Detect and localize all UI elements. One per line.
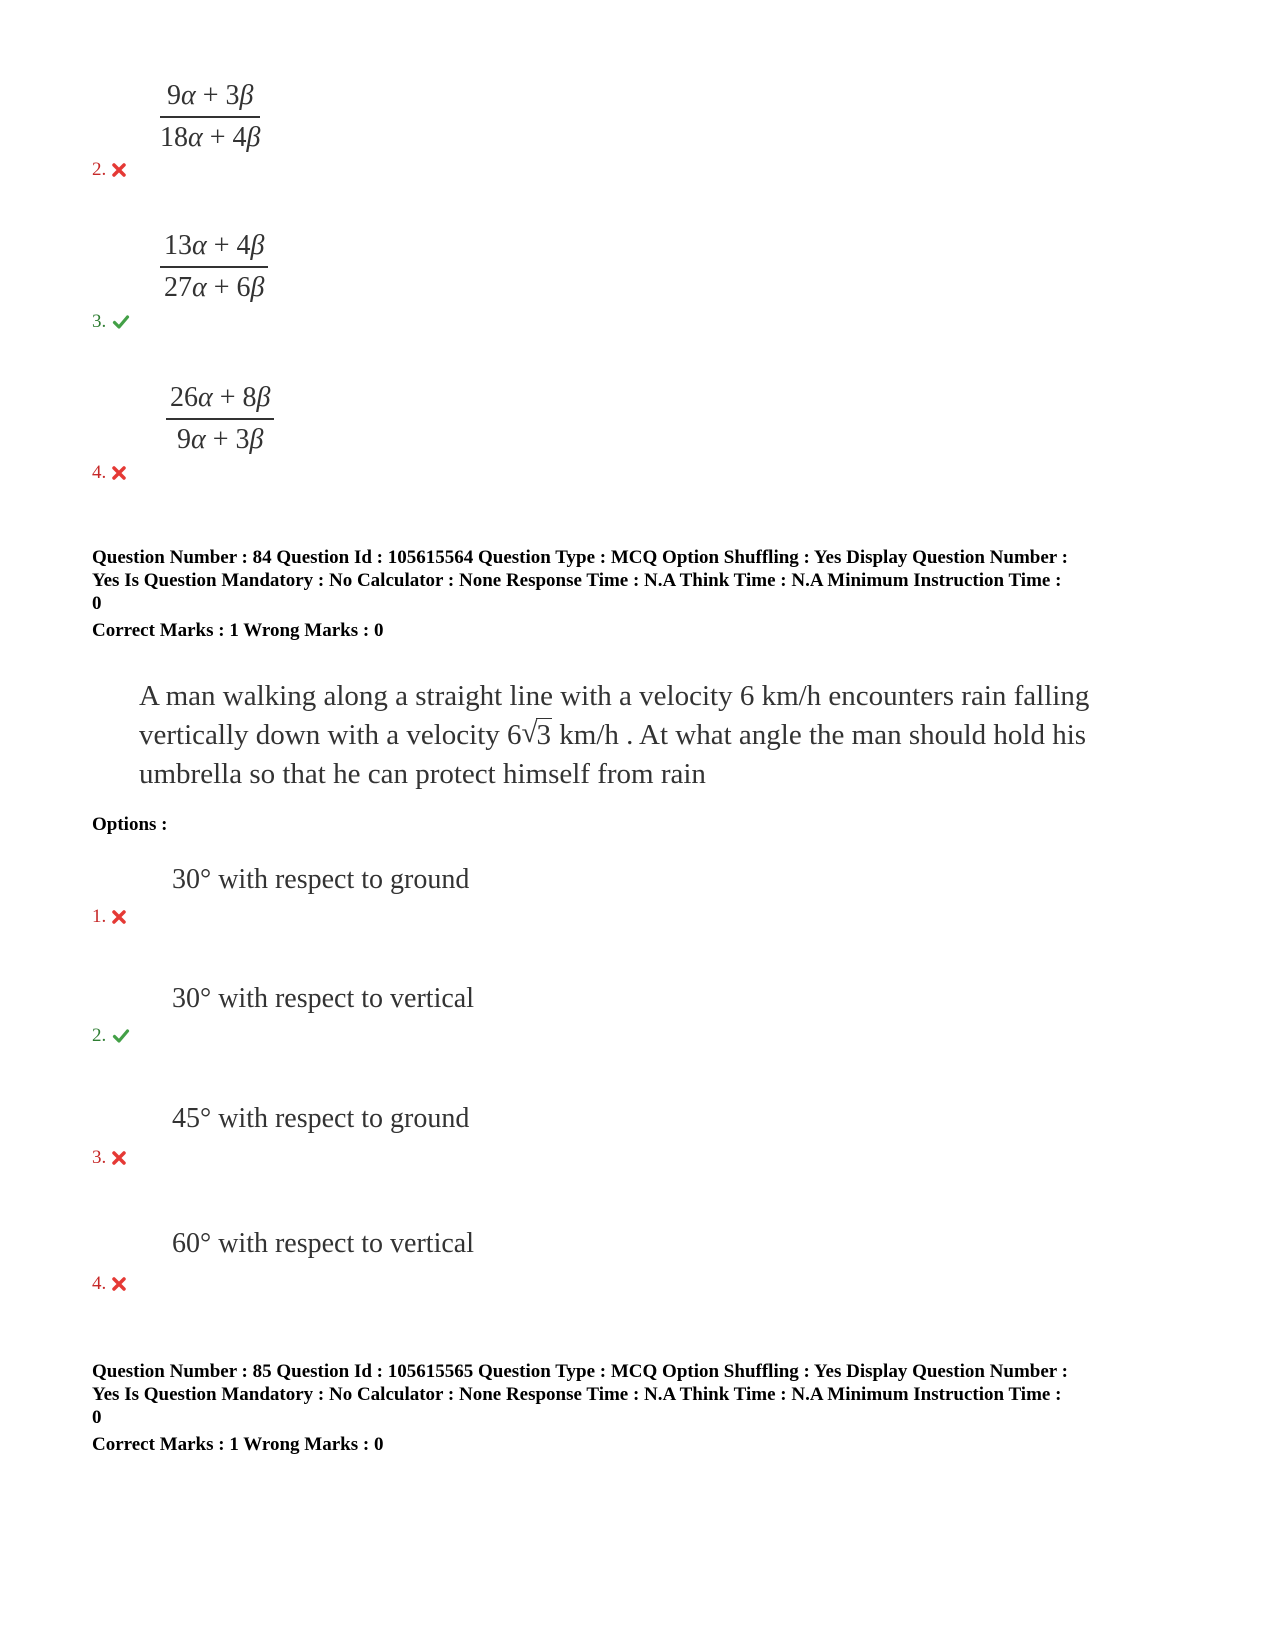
question-text-fragment: vertically down with a velocity: [139, 719, 508, 751]
option-2-text: 30° with respect to vertical: [172, 983, 474, 1014]
metadata-line: Yes Is Question Mandatory : No Calculator : None Response Time : N.A Think Time : N.A Minimum Instruction Time :: [92, 570, 1062, 591]
option-number-1: [92, 906, 126, 928]
option-number-4: [92, 462, 126, 484]
option-number-label: 2.: [92, 159, 107, 180]
fraction-denominator: 18α + 4β: [160, 122, 261, 153]
cross-icon: [112, 910, 126, 924]
option-1-text: 30° with respect to ground: [172, 864, 470, 895]
question-85-metadata: [92, 1360, 1202, 1429]
metadata-line: Question Number : 84 Question Id : 105615564 Question Type : MCQ Option Shuffling : Yes Display Question Number :: [92, 547, 1068, 568]
option-4-text: 60° with respect to vertical: [172, 1228, 474, 1259]
option-number-label: 3.: [92, 1147, 107, 1168]
question-84-marks: Correct Marks : 1 Wrong Marks : 0: [92, 620, 384, 641]
option-number-2: [92, 159, 126, 181]
fraction-option-2: [160, 80, 260, 154]
fraction-denominator: 9α + 3β: [177, 424, 264, 455]
fraction-option-3: [160, 230, 268, 304]
option-number-label: 4.: [92, 462, 107, 483]
question-text-line: umbrella so that he can protect himself from rain: [139, 758, 706, 790]
option-number-label: 1.: [92, 906, 107, 927]
radicand: 3: [536, 719, 552, 751]
metadata-line: Yes Is Question Mandatory : No Calculator : None Response Time : N.A Think Time : N.A Minimum Instruction Time :: [92, 1384, 1062, 1405]
cross-icon: [112, 1151, 126, 1165]
option-number-3: [92, 311, 130, 333]
option-number-4: [92, 1273, 126, 1295]
check-icon: [112, 315, 130, 329]
fraction-numerator: 9α + 3β: [160, 80, 260, 118]
question-84-metadata: [92, 546, 1202, 615]
fraction-option-4: [166, 382, 274, 456]
option-3-text: 45° with respect to ground: [172, 1103, 470, 1134]
option-number-3: [92, 1147, 126, 1169]
question-text-line: A man walking along a straight line with a velocity 6 km/h encounters rain falling: [139, 680, 1090, 712]
fraction-numerator: 13α + 4β: [160, 230, 268, 268]
cross-icon: [112, 163, 126, 177]
cross-icon: [112, 1277, 126, 1291]
option-number-2: [92, 1025, 130, 1047]
metadata-line: 0: [92, 1407, 102, 1428]
metadata-line: 0: [92, 593, 102, 614]
fraction-denominator: 27α + 6β: [164, 272, 265, 303]
fraction-numerator: 26α + 8β: [166, 382, 274, 420]
square-root: [522, 716, 553, 755]
option-number-label: 3.: [92, 311, 107, 332]
option-number-label: 2.: [92, 1025, 107, 1046]
check-icon: [112, 1029, 130, 1043]
options-label: Options :: [92, 814, 168, 835]
question-text-line: [139, 716, 1159, 755]
cross-icon: [112, 466, 126, 480]
question-84-text: [139, 677, 1159, 794]
question-text-fragment: km/h . At what angle the man should hold his: [552, 719, 1087, 751]
metadata-line: Question Number : 85 Question Id : 105615565 Question Type : MCQ Option Shuffling : Yes Display Question Number :: [92, 1361, 1068, 1382]
math-coefficient: 6: [507, 719, 522, 751]
option-number-label: 4.: [92, 1273, 107, 1294]
question-85-marks: Correct Marks : 1 Wrong Marks : 0: [92, 1434, 384, 1455]
